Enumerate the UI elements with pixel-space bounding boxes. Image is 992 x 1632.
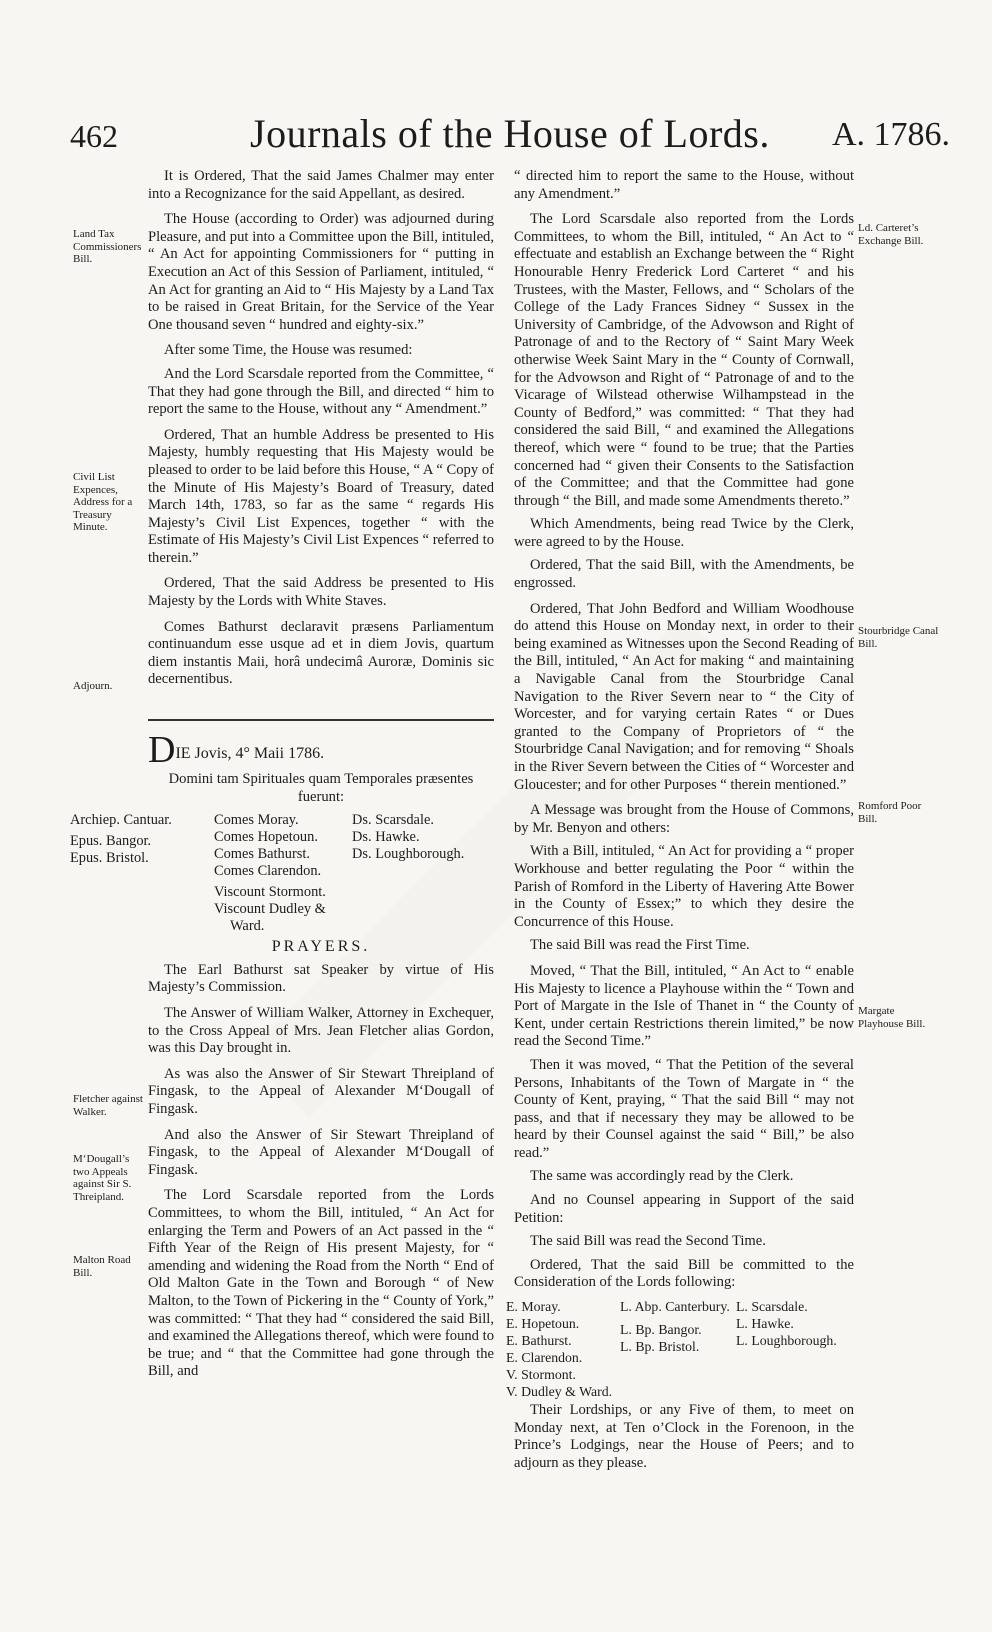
present-item: Epus. Bristol.	[70, 850, 149, 867]
drop-cap: D	[148, 729, 176, 772]
para-no-counsel: And no Counsel appearing in Support of the said Petition:	[514, 1192, 854, 1226]
para-land-tax: The House (according to Order) was adjourned during Pleasure, and put into a Committee upon the Bill, intituled, “ An Act for appointing Commissioners for “ putting in Execution an Act of this Session of Parliament, intituled, “ An Act for granting an Aid to “ His Majesty by a Land Tax to be raised in Great Britain, for the Service of the Year One thousand seven “ hundred and eighty-six.”	[148, 211, 494, 333]
lord-item: L. Loughborough.	[736, 1333, 837, 1349]
lord-item: V. Dudley & Ward.	[506, 1384, 613, 1400]
present-item: Ds. Hawke.	[352, 829, 420, 846]
lord-item: E. Clarendon.	[506, 1350, 583, 1366]
para-malton: The Lord Scarsdale reported from the Lords Committees, to whom the Bill, intituled, “ An Act for enlarging the Term and Powers of an Act passed in the “ Fifth Year of the Reign of His present Majesty, for “ amending and widening the Road from the North “ End of Old Malton Gate in the Town and Borough “ of New Malton, to the Town of Pickering in the “ County of York,” was committed: “ That they had “ considered the said Bill, and examined the Allegations thereof, which were found to be true; and “ that the Committee had gone through the Bill, and	[148, 1187, 494, 1380]
margin-note-adjourn: Adjourn.	[73, 680, 113, 692]
para-margate: Moved, “ That the Bill, intituled, “ An Act to “ enable His Majesty to licence a Playhouse within the “ Town and Port of Margate in the Isle of Thanet in “ the County of Kent, under certain Restrictions therein limited,” be now read the Second Time.”	[514, 962, 854, 1050]
para-adjourn: Comes Bathurst declaravit præsens Parliamentum continuandum esse usque ad et in diem Jovis, quartum diem instantis Maii, horâ undecimâ Auroræ, Dominis sic decernentibus.	[148, 618, 494, 688]
margin-note-civil-list: Civil List Expences, Address for a Treasury Minute.	[73, 471, 133, 533]
para-committed: Ordered, That the said Bill be committed to the Consideration of the Lords following:	[514, 1256, 854, 1291]
day-heading	[148, 729, 494, 772]
para-threipland-1: As was also the Answer of Sir Stewart Threipland of Fingask, to the Appeal of Alexander M‘Dougall of Fingask.	[148, 1065, 494, 1117]
prayers-heading: PRAYERS.	[271, 938, 371, 956]
para-engrossed: Ordered, That the said Bill, with the Amendments, be engrossed.	[514, 557, 854, 592]
para-read-clerk: The same was accordingly read by the Clerk.	[530, 1168, 794, 1185]
journal-title: Journals of the House of Lords.	[250, 111, 770, 156]
margin-note-malton: Malton Road Bill.	[73, 1254, 131, 1279]
lord-item: L. Hawke.	[736, 1316, 794, 1332]
para-first-time: The said Bill was read the First Time.	[530, 937, 750, 954]
year: A. 1786.	[831, 116, 950, 153]
para-threipland-2: And also the Answer of Sir Stewart Threipland of Fingask, to the Appeal of Alexander M‘Dougall of Fingask.	[148, 1126, 494, 1178]
para-resumed: After some Time, the House was resumed:	[164, 342, 413, 359]
lord-item: E. Hopetoun.	[506, 1316, 580, 1332]
para-speaker: The Earl Bathurst sat Speaker by virtue of His Majesty’s Commission.	[148, 961, 494, 996]
margin-note-carteret: Ld. Carteret’s Exchange Bill.	[858, 222, 924, 247]
margin-note-romford: Romford Poor Bill.	[858, 800, 922, 825]
lords-present	[70, 812, 494, 938]
lord-item: L. Scarsdale.	[736, 1299, 808, 1315]
lord-item: E. Bathurst.	[506, 1333, 572, 1349]
lord-item: E. Moray.	[506, 1299, 561, 1315]
right-column	[506, 168, 854, 1478]
para-petition: Then it was moved, “ That the Petition of the several Persons, Inhabitants of the Town of Margate in “ the County of Kent, praying, “ That the said Bill “ may not pass, and that if necessary they may be allowed to be heard by their Counsel against the said “ Bill,” be also read.”	[514, 1056, 854, 1161]
para-walker: The Answer of William Walker, Attorney in Exchequer, to the Cross Appeal of Mrs. Jean Fletcher alias Gordon, was this Day brought in.	[148, 1005, 494, 1057]
present-item: Viscount Dudley &	[214, 901, 326, 918]
lord-item: L. Bp. Bangor.	[620, 1322, 702, 1338]
para-amendments: Which Amendments, being read Twice by the Clerk, were agreed to by the House.	[514, 516, 854, 550]
present-item: Ds. Loughborough.	[352, 846, 465, 863]
present-item: Ward.	[230, 918, 265, 935]
present-item: Viscount Stormont.	[214, 884, 326, 901]
para-second-time: The said Bill was read the Second Time.	[530, 1233, 766, 1250]
para-carteret: The Lord Scarsdale also reported from the Lords Committees, to whom the Bill, intituled, “ An Act to “ effectuate and establish an Exchange between the “ Right Honourable Henry Frederick Lord Carteret “ and his Trustees, with the Master, Fellows, and “ Scholars of the College of the Lady Frances Sidney “ Sussex in the University of Cambridge, of the Advowson and Right of Patronage of and to the Rectory of “ Saint Mary Week otherwise Week Saint Mary in the “ County of Cornwall, for the Advowson and Right of “ Patronage of and to the Vicarage of Wilstead otherwise Wilhampstead in the County of Bedford,” was committed: “ That they had considered the said Bill, “ and examined the Allegations thereof, which were “ found to be true; that the Parties concerned had “ given their Consents to the Satisfaction of the Committee; and that the Committee had gone through “ the Bill, and made some Amendments thereto.”	[514, 211, 854, 509]
present-item: Epus. Bangor.	[70, 833, 152, 850]
margin-note-fletcher: Fletcher against Walker.	[73, 1093, 143, 1118]
present-item: Comes Hopetoun.	[214, 829, 318, 846]
para-recognizance: It is Ordered, That the said James Chalmer may enter into a Recognizance for the said Appellant, as desired.	[148, 168, 494, 202]
page-header	[70, 108, 950, 164]
para-white-staves: Ordered, That the said Address be presented to His Majesty by the Lords with White Staves.	[148, 575, 494, 610]
lord-item: L. Bp. Bristol.	[620, 1339, 700, 1355]
present-item: Comes Bathurst.	[214, 846, 310, 863]
committee-lords	[506, 1298, 854, 1400]
para-stourbridge: Ordered, That John Bedford and William Woodhouse do attend this House on Monday next, in order to their being examined as Witnesses upon the Second Reading of the Bill, intituled, “ An Act for making “ and maintaining a Navigable Canal from the Stourbridge Canal Navigation to the River Severn near to “ the City of Worcester, and for varying certain Rates “ or Dues granted to the Company of Proprietors of “ the Stourbridge Canal Navigation; and for removing “ Shoals in the River Severn between the Cities of “ Worcester and Gloucester; and for other Purposes “ therein mentioned.”	[514, 600, 854, 793]
present-item: Archiep. Cantuar.	[70, 812, 172, 829]
para-address: Ordered, That an humble Address be presented to His Majesty, humbly requesting that His Majesty would be pleased to order to be laid before this House, “ A “ Copy of the Minute of His Majesty’s Board of Treasury, dated March 14th, 1783, so far as the same “ regards His Majesty’s Civil List Expences, together “ with the Estimate of His Majesty’s Civil List Expences “ referred to therein.”	[148, 426, 494, 566]
para-lordships: Their Lordships, or any Five of them, to meet on Monday next, at Ten o’Clock in the Forenoon, in the Prince’s Lodgings, near the House of Peers; and to adjourn as they please.	[514, 1402, 854, 1471]
para-reported: And the Lord Scarsdale reported from the Committee, “ That they had gone through the Bill, and directed “ him to report the same to the House, without any “ Amendment.”	[148, 365, 494, 418]
day-heading-text: IE Jovis, 4° Maii 1786.	[175, 745, 325, 763]
present-item: Comes Clarendon.	[214, 863, 322, 880]
present-item: Comes Moray.	[214, 812, 299, 829]
page-number: 462	[70, 118, 118, 154]
margin-note-land-tax: Land Tax Commissioners Bill.	[73, 228, 142, 265]
lord-item: V. Stormont.	[506, 1367, 576, 1383]
margin-note-mdougall: M‘Dougall’s two Appeals against Sir S. Threipland.	[73, 1153, 132, 1203]
margin-note-stourbridge: Stourbridge Canal Bill.	[858, 625, 939, 650]
margin-note-margate: Margate Playhouse Bill.	[858, 1005, 926, 1030]
para-message: A Message was brought from the House of Commons, by Mr. Benyon and others:	[514, 802, 854, 836]
section-divider	[148, 719, 494, 721]
lord-item: L. Abp. Canterbury.	[620, 1299, 730, 1315]
domini-line: Domini tam Spirituales quam Temporales præsentes fuerunt:	[168, 771, 474, 805]
present-item: Ds. Scarsdale.	[352, 812, 434, 829]
para-continued: “ directed him to report the same to the House, without any Amendment.”	[514, 168, 854, 202]
para-romford: With a Bill, intituled, “ An Act for providing a “ proper Workhouse and better regulating the Poor “ within the Parish of Romford in the Liberty of Havering Atte Bower in the County of Essex;” to which they desire the Concurrence of this House.	[514, 843, 854, 930]
